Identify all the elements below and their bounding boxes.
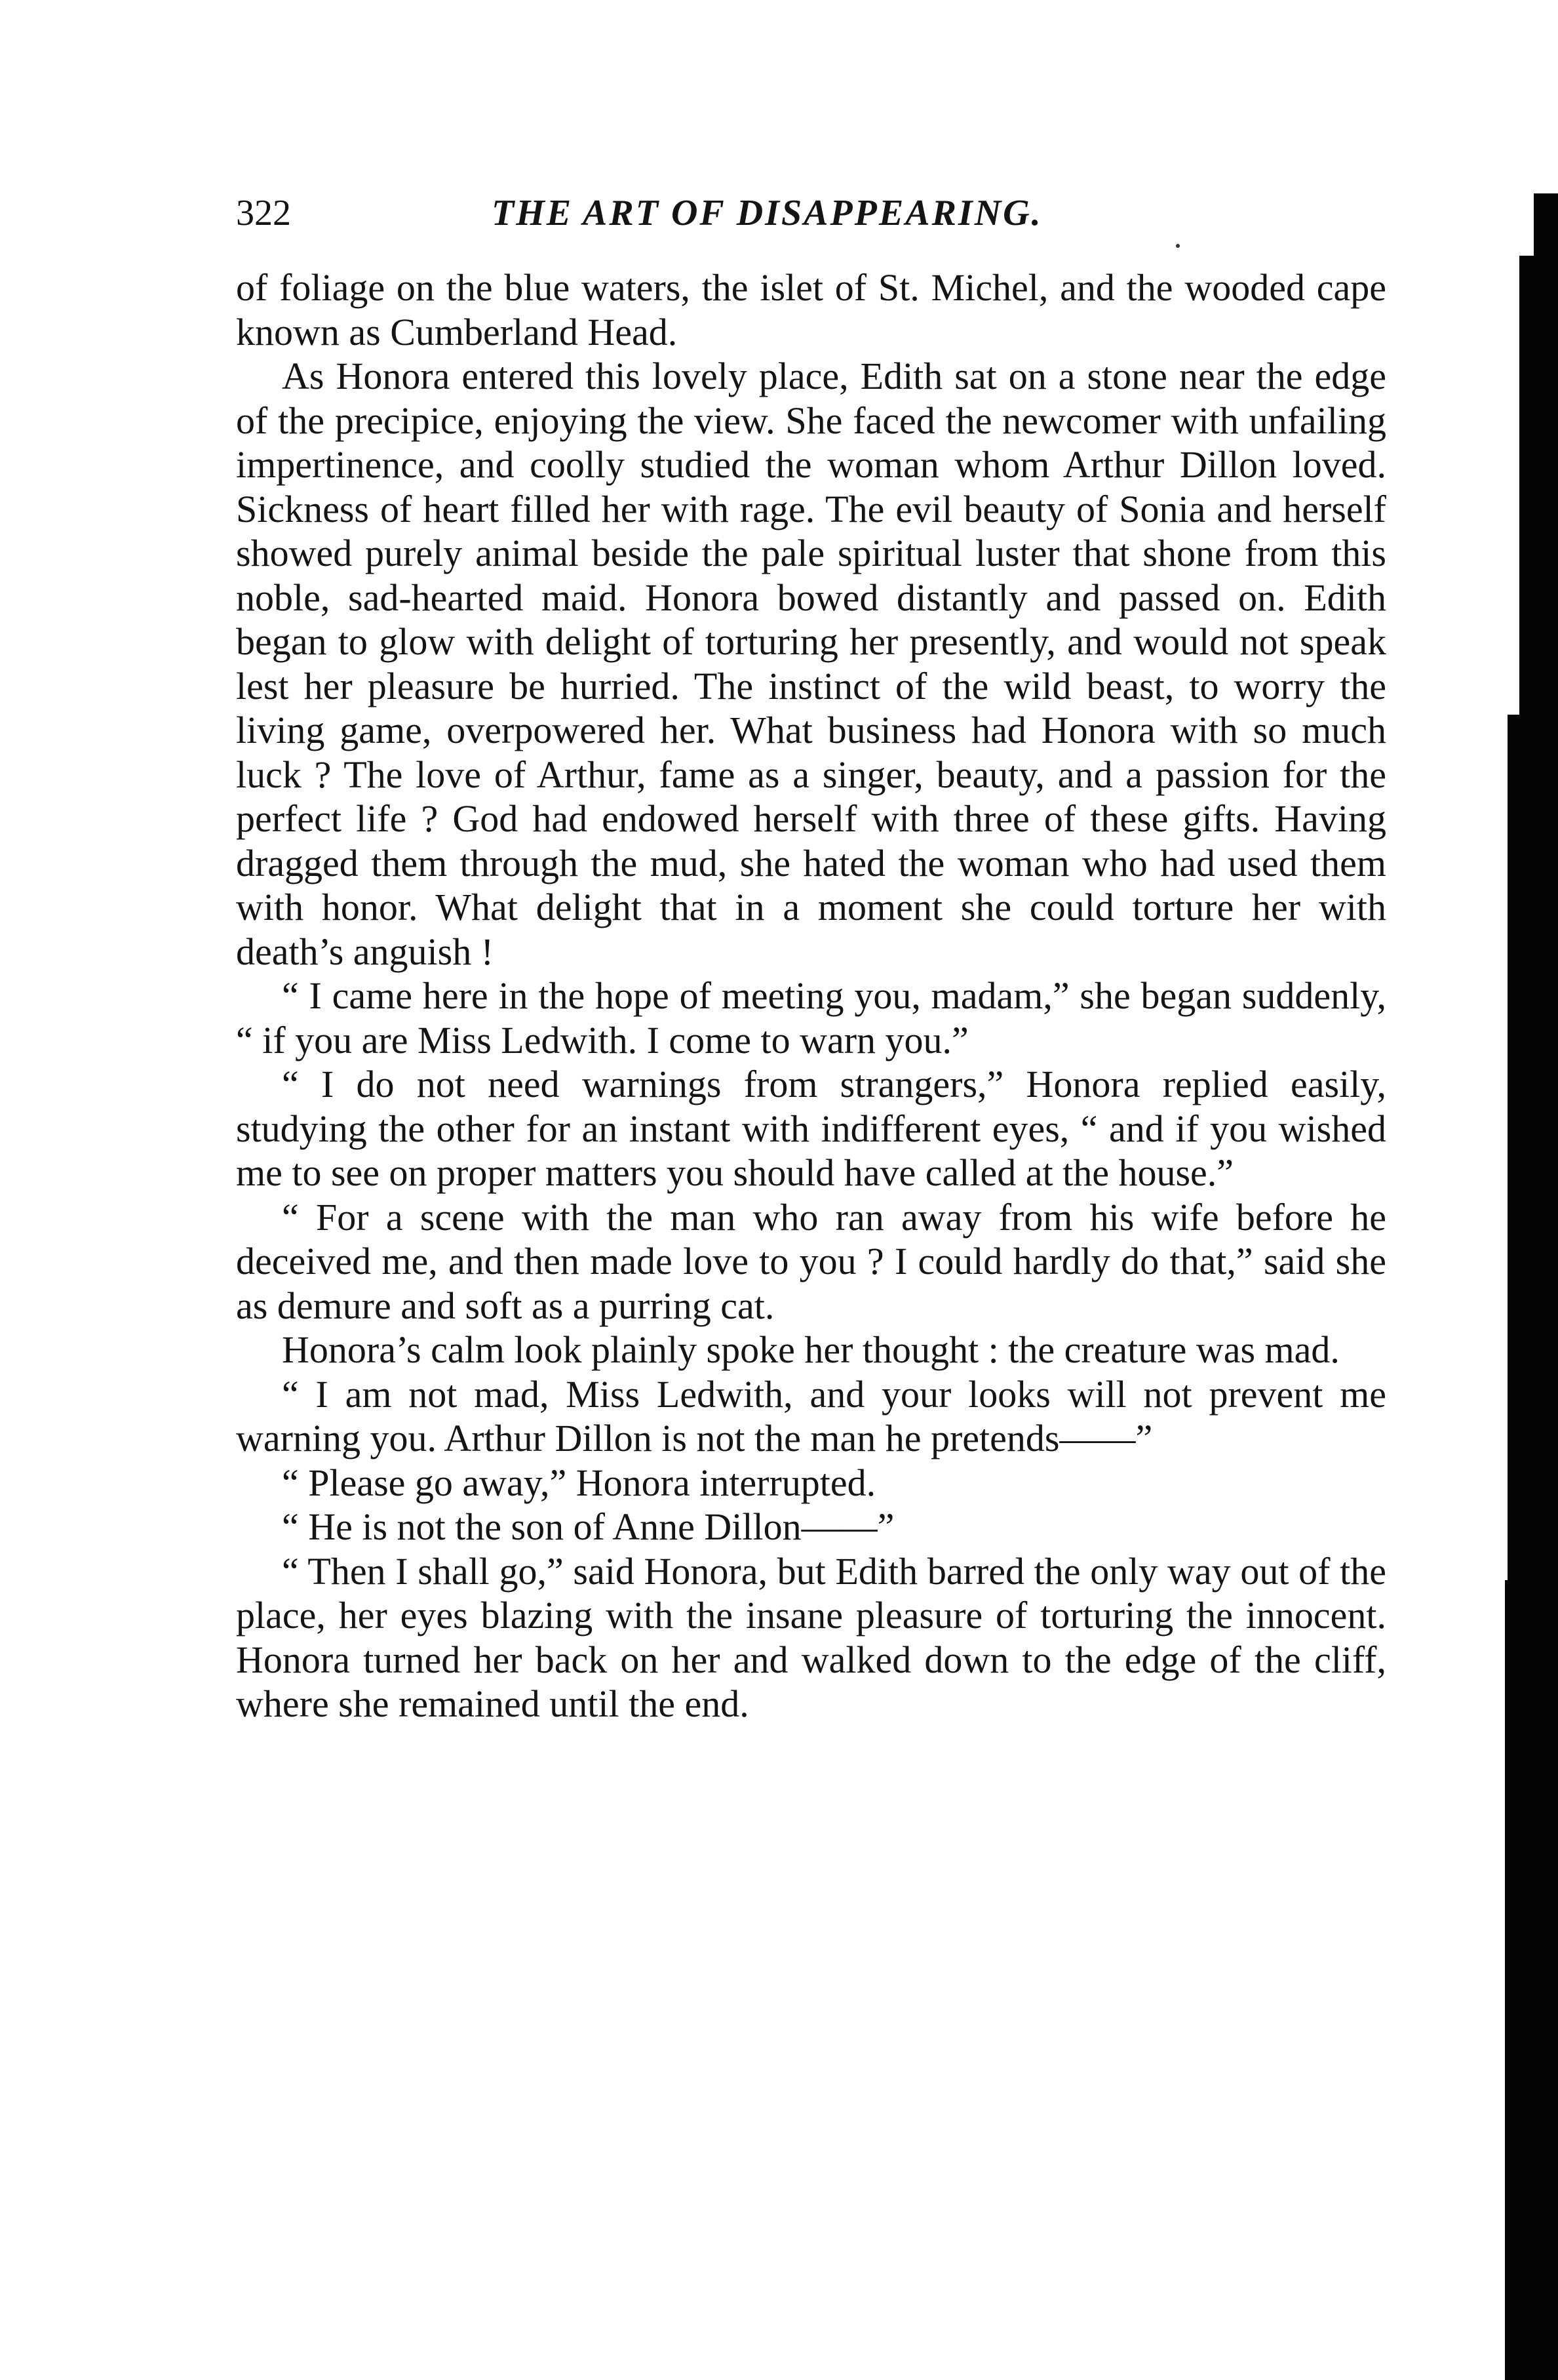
running-head [236,187,1386,239]
scan-edge-shadow-middle [1508,715,1558,1580]
print-speck [1176,244,1180,248]
body-text [236,266,1386,1726]
paragraph-5: “ For a scene with the man who ran away from his wife before he deceived me, and then made love to you ? I could hardly do that,” said she as demure and soft as a purring cat. [236,1195,1386,1327]
scan-edge-shadow-upper [1519,256,1558,715]
paragraph-3: “ I came here in the hope of meeting you, madam,” she began suddenly, “ if you are Miss Ledwith. I come to warn you.” [236,974,1386,1061]
paragraph-6: Honora’s calm look plainly spoke her thought : the creature was mad. [282,1328,1340,1371]
paragraph-7: “ I am not mad, Miss Ledwith, and your looks will not prevent me warning you. Arthur Dillon is not the man he pretends——” [236,1372,1386,1459]
paragraph-9: “ He is not the son of Anne Dillon——” [282,1505,895,1548]
paragraph-1: of foliage on the blue waters, the islet of St. Michel, and the wooded cape known as Cumberland Head. [236,266,1386,353]
paragraph-2: As Honora entered this lovely place, Edith sat on a stone near the edge of the precipice, enjoying the view. She faced the newcomer with unfailing impertinence, and coolly studied the woman whom Arthur Dillon loved. Sickness of heart filled her with rage. The evil beauty of Sonia and herself showed purely animal beside the pale spiritual luster that shone from this noble, sad-hearted maid. Honora bowed distantly and passed on. Edith began to glow with delight of torturing her presently, and would not speak lest her pleasure be hurried. The instinct of the wild beast, to worry the living game, overpowered her. What business had Honora with so much luck ? The love of Arthur, fame as a singer, beauty, and a passion for the perfect life ? God had endowed herself with three of these gifts. Having dragged them through the mud, she hated the woman who had used them with honor. What delight that in a moment she could torture her with death’s anguish ! [236,355,1386,973]
paragraph-8: “ Please go away,” Honora interrupted. [282,1461,876,1504]
running-title: THE ART OF DISAPPEARING. [492,193,1043,233]
scan-edge-shadow-lower [1505,1580,1558,2380]
paragraph-10: “ Then I shall go,” said Honora, but Edith barred the only way out of the place, her eyes blazing with the insane pleasure of torturing the innocent. Honora turned her back on her and walked down to the edge of the cliff, where she remained until the end. [236,1549,1386,1725]
page-number: 322 [236,193,291,233]
paragraph-4: “ I do not need warnings from strangers,” Honora replied easily, studying the other for an instant with indifferent eyes, “ and if you wished me to see on proper matters you should have called at the house.” [236,1063,1386,1194]
scan-edge-shadow-top [1534,193,1558,256]
